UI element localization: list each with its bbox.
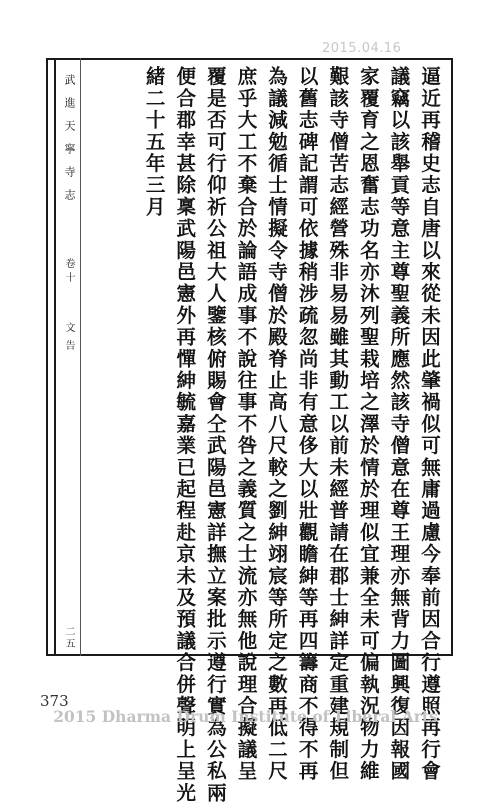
text-line-9: 便合郡幸甚除稟武陽邑憲外再憚紳毓嘉業已起程赴京未及預議合併聲明上呈光	[173, 66, 197, 804]
text-line-2: 議竊以該舉貢等意主尊聖義所應然該寺僧意在尊王理亦無背力圖興復因報國	[387, 66, 411, 783]
scan-date-stamp: 2015.04.16	[322, 41, 402, 56]
text-line-10: 緒二十五年三月	[142, 66, 166, 218]
text-line-8: 覆是否可行仰祈公祖大人鑒核俯賜會仝武陽邑憲詳撫立案批示遵行實為公私兩	[203, 66, 227, 804]
scan-page-mark: 373	[40, 692, 69, 710]
text-line-4: 艱該寺僧苦志經營殊非易易雖其動工以前未經普請在郡士紳詳定重建規制但	[326, 66, 350, 783]
text-line-1: 逼近再稽史志自唐以來從未因此肇禍似可無庸過慮今奉前因合行遵照再行會	[418, 66, 441, 783]
margin-volume: 卷十	[63, 258, 74, 286]
inner-margin-rule	[54, 58, 56, 656]
margin-divider-rule	[80, 58, 81, 656]
margin-category: 文告	[63, 322, 74, 358]
institution-watermark: 2015 Dharma Drum Institute of Liberal Arts	[53, 707, 438, 726]
margin-page-number: 二五	[63, 626, 74, 650]
margin-column	[60, 60, 76, 654]
text-line-5: 以舊志碑記謂可依據稍涉疏忽尚非有意侈大以壯觀瞻紳等再四籌商不得不再	[295, 66, 319, 783]
text-line-7: 庶乎大工不棄合於論語成事不說往事不咎之義質之士流亦無他說理合擬議呈	[234, 66, 258, 783]
text-line-3: 家覆育之恩奮志功名亦沐列聖栽培之澤於情於理似宜兼全未可偏執況物力維	[356, 66, 380, 783]
text-line-6: 為議減勉循士情擬令寺僧於殿脊止高八尺較之劉紳翊宸等所定之數再低二尺	[265, 66, 289, 783]
margin-book-title: 武進天寧寺志	[63, 74, 76, 212]
